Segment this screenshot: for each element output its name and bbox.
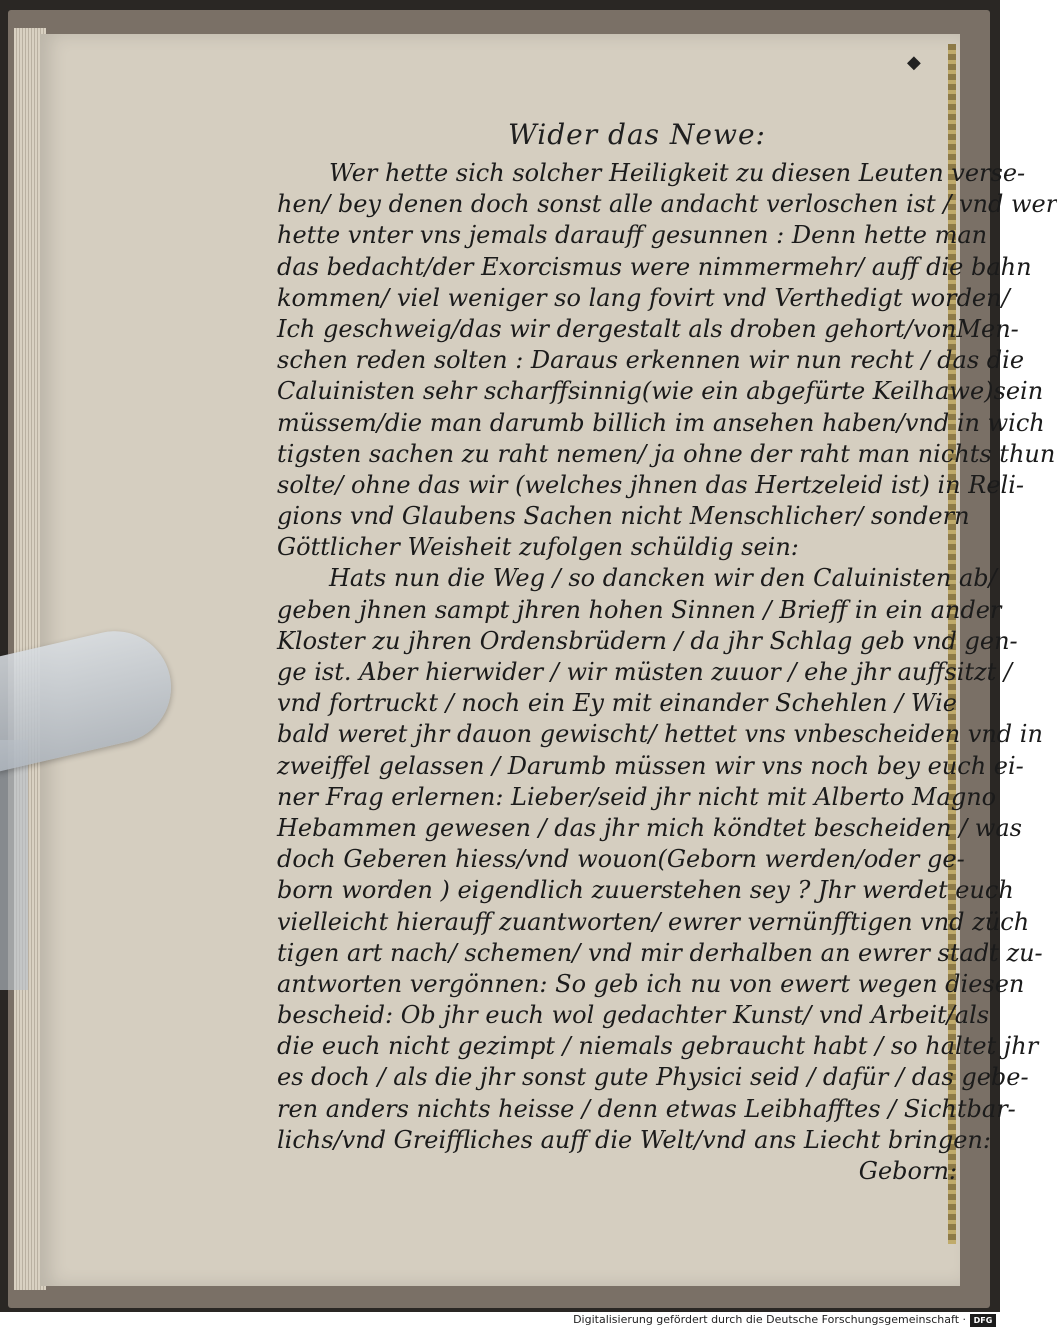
text-line: Hebammen gewesen / das jhr mich köndtet bescheiden / was (277, 813, 1022, 842)
text-line: müssem/die man darumb billich im ansehen haben/vnd in wich (277, 408, 1045, 437)
text-line: schen reden solten : Daraus erkennen wir nun recht / das die (277, 346, 1025, 375)
text-line: Göttlicher Weisheit zufolgen schüldig sein: (277, 533, 799, 562)
text-line: ner Frag erlernen: Lieber/seid jhr nicht mit Alberto Magno (277, 782, 997, 811)
text-line: Wer hette sich solcher Heiligkeit zu diesen Leuten verse- (329, 159, 1026, 187)
body-text (277, 158, 1057, 1187)
text-line: geben jhnen sampt jhren hohen Sinnen / Brieff in ein ander (277, 595, 1002, 624)
text-line: born worden ) eigendlich zuuerstehen sey ? Jhr werdet euch (277, 876, 1014, 905)
text-line: hen/ bey denen doch sonst alle andacht verloschen ist / vnd wer (277, 190, 1057, 219)
dfg-logo: DFG (970, 1314, 996, 1327)
text-line: bescheid: Ob jhr euch wol gedachter Kunst/ vnd Arbeit/als (277, 1001, 990, 1030)
text-line: bald weret jhr dauon gewischt/ hettet vns vnbescheiden vnd in (277, 720, 1043, 749)
text-line: vielleicht hierauff zuantworten/ ewrer vernünfftigen vnd züch (277, 907, 1030, 936)
text-line: vnd fortruckt / noch ein Ey mit einander Schehlen / Wie (277, 689, 957, 718)
text-line: die euch nicht gezimpt / niemals gebraucht habt / so haltet jhr (277, 1032, 1039, 1061)
page-ornament-mark: ◆ (907, 52, 921, 73)
text-line: kommen/ viel weniger so lang fovirt vnd Verthedigt worden/ (277, 283, 1010, 312)
text-line: antworten vergönnen: So geb ich nu von ewert wegen diesen (277, 969, 1025, 998)
text-line: Geborn: (858, 1157, 957, 1185)
text-line: ge ist. Aber hierwider / wir müsten zuuor / ehe jhr auffsitzt / (277, 658, 1013, 686)
holder-strip (0, 740, 28, 990)
text-line: das bedacht/der Exorcismus were nimmermehr/ auff die bahn (277, 252, 1032, 281)
footer-bar (0, 1312, 1000, 1330)
text-line: Ich geschweig/das wir dergestalt als droben gehort/vonMen- (277, 314, 1019, 343)
text-line: gions vnd Glaubens Sachen nicht Menschlicher/ sondern (277, 502, 970, 531)
running-header: Wider das Newe: (508, 118, 766, 151)
text-line: Hats nun die Weg / so dancken wir den Caluinisten ab/ (329, 564, 997, 593)
text-line: solte/ ohne das wir (welches jhnen das Hertzeleid ist) in Reli- (277, 470, 1024, 499)
text-line: tigen art nach/ schemen/ vnd mir derhalben an ewrer stadt zu- (277, 938, 1043, 967)
funding-credit: Digitalisierung gefördert durch die Deutsche Forschungsgemeinschaft · (573, 1313, 966, 1326)
text-line: lichs/vnd Greiffliches auff die Welt/vnd ans Liecht bringen: (277, 1125, 991, 1154)
text-line: ren anders nichts heisse / denn etwas Leibhafftes / Sichtbar- (277, 1094, 1016, 1123)
text-line: Caluinisten sehr scharffsinnig(wie ein abgefürte Keilhawe)sein (277, 377, 1044, 406)
text-line: tigsten sachen zu raht nemen/ ja ohne der raht man nichts thun (277, 439, 1056, 468)
text-line: hette vnter vns jemals darauff gesunnen : Denn hette man (277, 221, 988, 250)
text-line: Kloster zu jhren Ordensbrüdern / da jhr Schlag geb vnd gen- (277, 626, 1018, 655)
text-line: doch Geberen hiess/vnd wouon(Geborn werden/oder ge- (277, 845, 965, 874)
text-line: es doch / als die jhr sonst gute Physici seid / dafür / das gebe- (277, 1063, 1029, 1092)
text-line: zweiffel gelassen / Darumb müssen wir vns noch bey euch ei- (277, 751, 1024, 780)
